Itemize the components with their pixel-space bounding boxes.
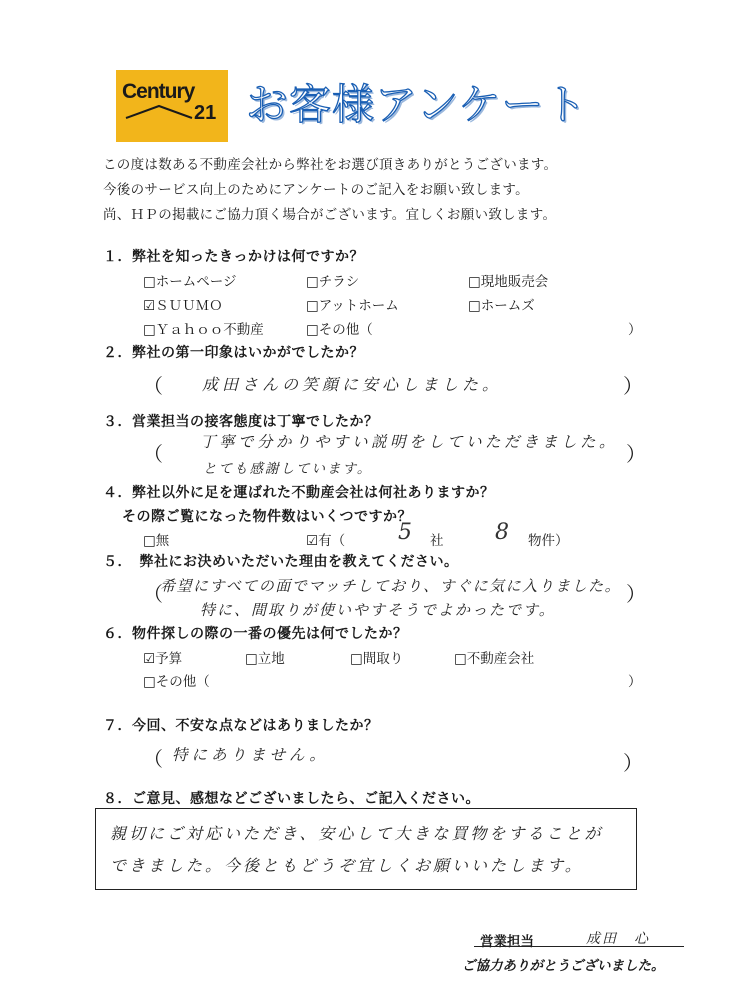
- q5-close-paren: ）: [626, 582, 646, 606]
- q4-properties-unit: 物件）: [528, 533, 569, 549]
- page-title: お客様アンケート: [246, 80, 588, 129]
- question-1-label: １．弊社を知ったきっかけは何ですか？: [103, 249, 364, 265]
- q1-option-other[interactable]: □その他（: [306, 322, 373, 338]
- q3-answer-line-2: とても感謝しています。: [203, 461, 373, 477]
- q6-option-other[interactable]: □その他（: [143, 674, 210, 690]
- q3-answer-line-1: 丁寧で分かりやすい説明をしていただきました。: [200, 433, 619, 451]
- q3-close-paren: ）: [626, 442, 646, 466]
- question-4-label: ４．弊社以外に足を運ばれた不動産会社は何社ありますか？: [103, 485, 495, 501]
- staff-label: 営業担当: [480, 934, 534, 950]
- q5-open-paren: （: [143, 582, 163, 606]
- q6-other-close: ）: [628, 674, 642, 690]
- q6-option-budget[interactable]: ☑予算: [143, 651, 183, 667]
- q6-option-location[interactable]: □立地: [245, 651, 285, 667]
- logo-brand-text: Century: [122, 80, 195, 103]
- q6-option-agency[interactable]: □不動産会社: [454, 651, 535, 667]
- q1-option-homes[interactable]: □ホームズ: [468, 298, 535, 314]
- q1-option-open-house[interactable]: □現地販売会: [468, 274, 549, 290]
- q1-option-yahoo[interactable]: □Ｙａｈｏｏ不動産: [143, 322, 264, 338]
- q4-companies-unit: 社: [430, 533, 444, 549]
- q6-option-floorplan[interactable]: □間取り: [350, 651, 404, 667]
- question-2-label: ２．弊社の第一印象はいかがでしたか？: [103, 345, 364, 361]
- staff-name: 成田 心: [586, 931, 650, 947]
- intro-line-1: この度は数ある不動産会社から弊社をお選び頂きありがとうございます。: [103, 157, 558, 173]
- q5-answer-line-2: 特に、間取りが使いやすそうでよかったです。: [200, 601, 556, 619]
- signature-line: [474, 946, 684, 947]
- q7-open-paren: （: [143, 747, 163, 771]
- question-7-label: ７．今回、不安な点などはありましたか？: [103, 718, 379, 734]
- question-6-label: ６．物件探しの際の一番の優先は何でしたか？: [103, 626, 408, 642]
- q1-option-homepage[interactable]: □ホームページ: [143, 274, 237, 290]
- q1-option-suumo[interactable]: ☑ＳＵＵＭＯ: [143, 298, 223, 314]
- q8-comment-box[interactable]: [95, 808, 637, 890]
- q1-other-close: ）: [628, 322, 642, 338]
- q2-close-paren: ）: [623, 374, 643, 398]
- q2-open-paren: （: [143, 374, 163, 398]
- house-roof-icon: [124, 104, 194, 120]
- q5-answer-line-1: 希望にすべての面でマッチしており、すぐに気に入りました。: [160, 577, 622, 595]
- intro-line-3: 尚、ＨＰの掲載にご協力頂く場合がございます。宜しくお願い致します。: [103, 207, 557, 223]
- thanks-message: ご協力ありがとうございました。: [462, 958, 665, 974]
- logo-number-text: 21: [194, 102, 217, 124]
- q1-option-athome[interactable]: □アットホーム: [306, 298, 399, 314]
- q4-companies-count: 5: [398, 520, 412, 545]
- question-3-label: ３．営業担当の接客態度は丁寧でしたか？: [103, 414, 379, 430]
- q7-close-paren: ）: [623, 751, 643, 775]
- q3-open-paren: （: [143, 442, 163, 466]
- company-logo: [116, 70, 228, 142]
- q4-properties-count: 8: [495, 520, 509, 545]
- q7-answer: 特にありません。: [172, 746, 329, 764]
- intro-line-2: 今後のサービス向上のためにアンケートのご記入をお願い致します。: [103, 182, 529, 198]
- q2-answer: 成田さんの笑顔に安心しました。: [202, 375, 503, 394]
- q8-answer-line-2: できました。今後ともどうぞ宜しくお願いいたします。: [110, 856, 584, 875]
- question-8-label: ８．ご意見、感想などございましたら、ご記入ください。: [103, 791, 480, 807]
- q8-answer-line-1: 親切にご対応いただき、安心して大きな買物をすることが: [110, 824, 604, 843]
- q1-option-flyer[interactable]: □チラシ: [306, 274, 360, 290]
- q4-option-yes[interactable]: ☑有（: [306, 533, 346, 549]
- question-5-label: ５． 弊社にお決めいただいた理由を教えてください。: [103, 554, 459, 570]
- q4-option-none[interactable]: □無: [143, 533, 170, 549]
- question-4-sublabel: その際ご覧になった物件数はいくつですか？: [122, 509, 412, 525]
